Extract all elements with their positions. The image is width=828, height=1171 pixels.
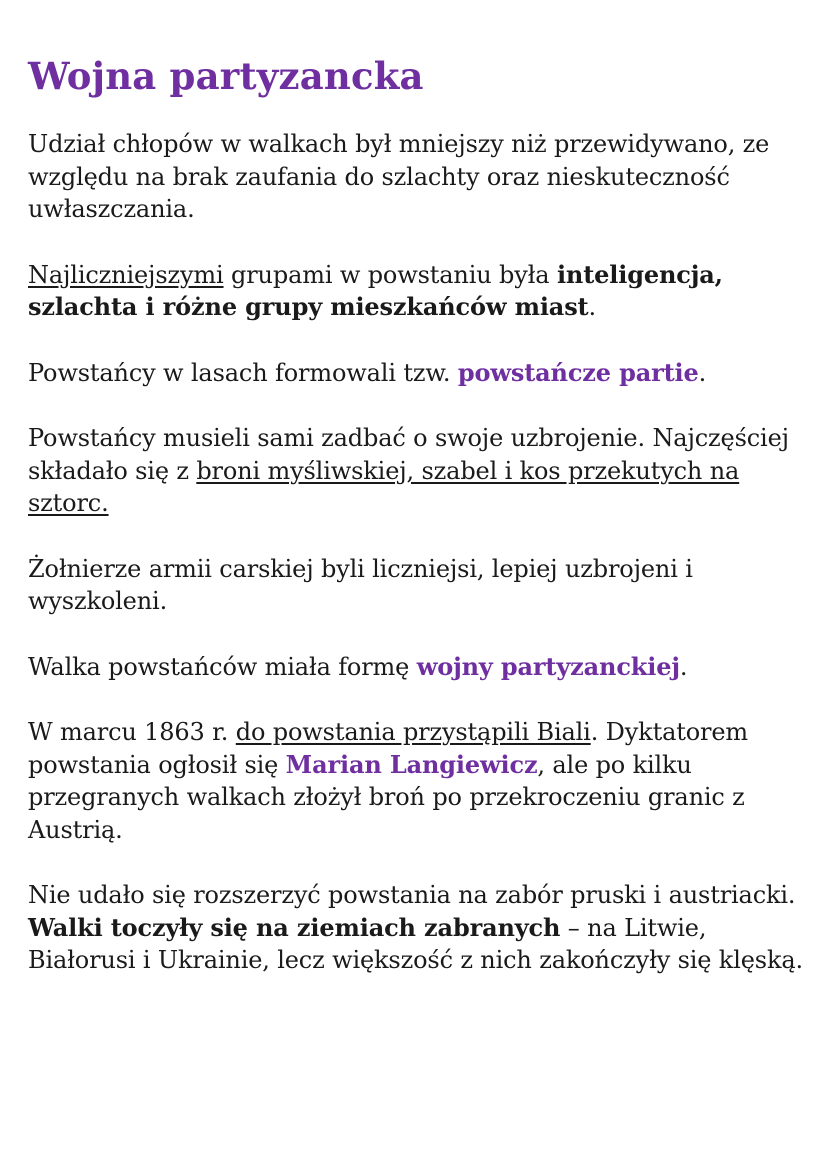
paragraph-text: Nie udało się rozszerzyć powstania na zabór pruski i austriacki. (28, 881, 796, 909)
paragraph-text: Powstańcy w lasach formowali tzw. (28, 358, 458, 387)
bold-term: inteligencja, szlachta i różne grupy mieszkańców miast (28, 259, 723, 321)
paragraph-text: . (698, 358, 707, 387)
page-title: Wojna partyzancka (28, 54, 424, 98)
paragraph-groups (28, 259, 803, 324)
paragraph-peasants (28, 128, 803, 226)
paragraph-guerrilla (28, 651, 803, 684)
paragraph-weapons (28, 422, 803, 520)
highlighted-term: Marian Langiewicz (285, 749, 538, 779)
paragraph-text: . (679, 652, 688, 681)
document-page (28, 50, 803, 1010)
underlined-term: do powstania przystąpili Biali (235, 718, 591, 746)
paragraph-text: grupami w powstaniu była (223, 260, 557, 289)
paragraph-partie (28, 357, 803, 390)
paragraph-text: Walka powstańców miała formę (28, 652, 417, 681)
paragraph-tsarist-army (28, 553, 803, 618)
paragraph-text: – na Litwie, Białorusi i Ukrainie, lecz większość z nich zakończyły się klęską. (28, 913, 803, 974)
paragraph-langiewicz (28, 716, 803, 846)
underlined-term: Najliczniejszymi (28, 260, 224, 289)
paragraph-text: . Dyktatorem powstania ogłosił się (28, 718, 749, 779)
paragraph-text: W marcu 1863 r. (28, 718, 236, 746)
highlighted-term: wojny partyzanckiej (416, 651, 680, 681)
highlighted-term: powstańcze partie (457, 357, 699, 387)
underlined-term: broni myśliwskiej, szabel i kos przekutych na sztorc. (28, 456, 740, 517)
paragraph-text: . (588, 293, 596, 321)
paragraph-taken-lands (28, 879, 803, 977)
paragraph-text: Udział chłopów w walkach był mniejszy niż przewidywano, ze względu na brak zaufania do szlachty oraz nieskuteczność uwłaszczania. (28, 130, 770, 223)
paragraph-text: , ale po kilku przegranych walkach złożył broń po przekroczeniu granic z Austrią. (28, 750, 745, 844)
paragraph-text: Żołnierze armii carskiej byli liczniejsi, lepiej uzbrojeni i wyszkoleni. (28, 554, 693, 615)
paragraph-text: Powstańcy musieli sami zadbać o swoje uzbrojenie. Najczęściej składało się z (28, 424, 789, 485)
bold-term: Walki toczyły się na ziemiach zabranych (28, 912, 561, 942)
